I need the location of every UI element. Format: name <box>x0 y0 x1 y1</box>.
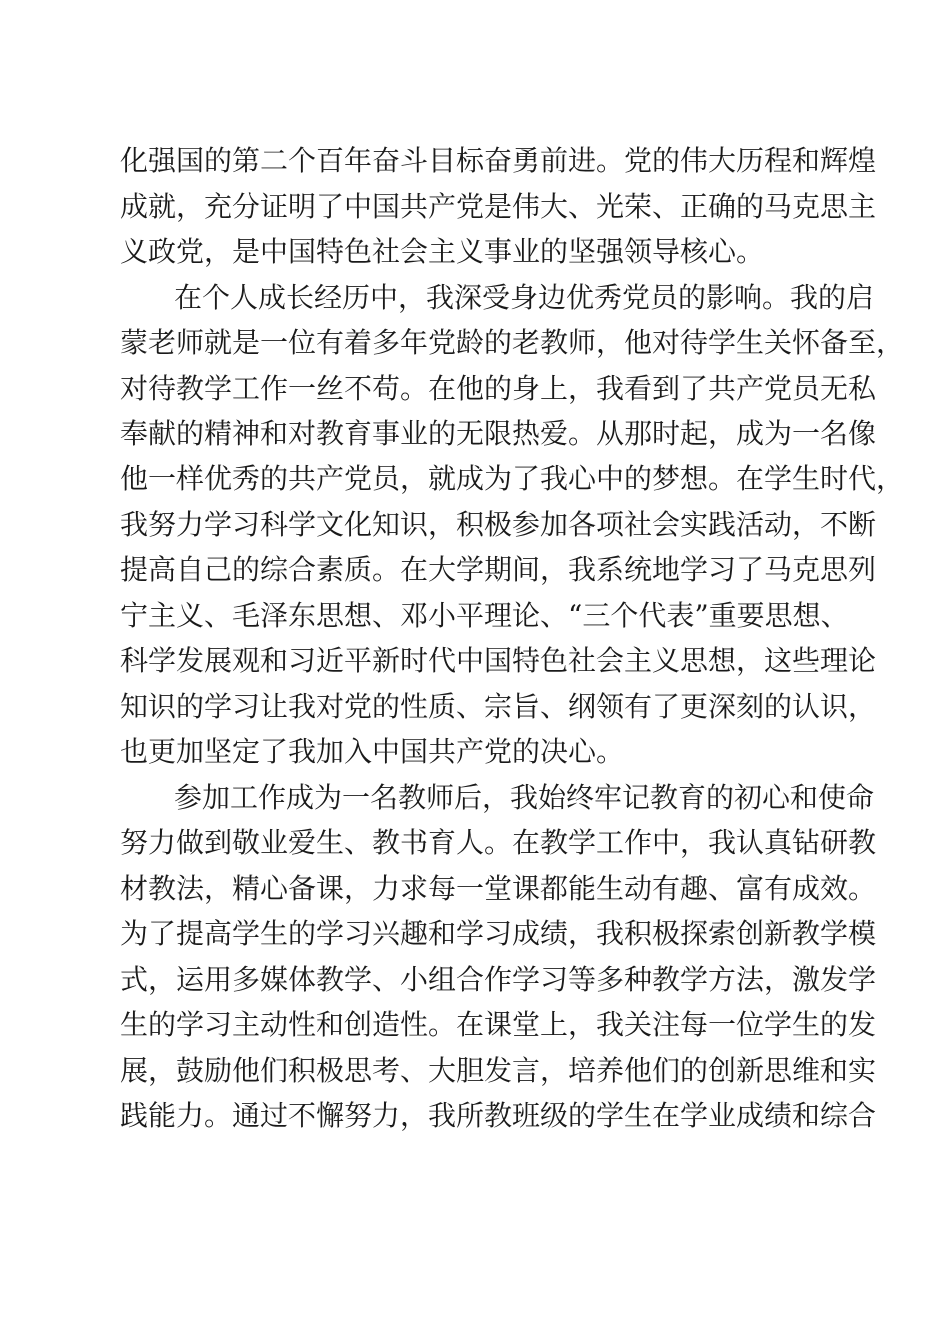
text-line: 化强国的第二个百年奋斗目标奋勇前进。党的伟大历程和辉煌 <box>120 144 877 177</box>
text-line: 也更加坚定了我加入中国共产党的决心。 <box>120 735 625 768</box>
text-line: 为了提高学生的学习兴趣和学习成绩，我积极探索创新教学模 <box>120 917 877 950</box>
text-line: 蒙老师就是一位有着多年党龄的老教师，他对待学生关怀备至， <box>120 326 905 359</box>
text-line: 材教法，精心备课，力求每一堂课都能生动有趣、富有成效。 <box>120 872 877 905</box>
text-line: 义政党，是中国特色社会主义事业的坚强领导核心。 <box>120 235 765 268</box>
text-line: 他一样优秀的共产党员，就成为了我心中的梦想。在学生时代， <box>120 462 905 495</box>
text-line: 成就，充分证明了中国共产党是伟大、光荣、正确的马克思主 <box>120 190 877 223</box>
text-line: 参加工作成为一名教师后，我始终牢记教育的初心和使命 <box>174 781 875 814</box>
text-line: 式，运用多媒体教学、小组合作学习等多种教学方法，激发学 <box>120 963 877 996</box>
text-line: 科学发展观和习近平新时代中国特色社会主义思想，这些理论 <box>120 644 877 677</box>
text-line: 努力做到敬业爱生、教书育人。在教学工作中，我认真钻研教 <box>120 826 877 859</box>
text-line: 在个人成长经历中，我深受身边优秀党员的影响。我的启 <box>174 281 875 314</box>
text-line: 知识的学习让我对党的性质、宗旨、纲领有了更深刻的认识， <box>120 690 877 723</box>
text-line: 奉献的精神和对教育事业的无限热爱。从那时起，成为一名像 <box>120 417 877 450</box>
text-line: 我努力学习科学文化知识，积极参加各项社会实践活动，不断 <box>120 508 877 541</box>
text-line: 践能力。通过不懈努力，我所教班级的学生在学业成绩和综合 <box>120 1099 877 1132</box>
text-line: 对待教学工作一丝不苟。在他的身上，我看到了共产党员无私 <box>120 372 877 405</box>
text-line: 提高自己的综合素质。在大学期间，我系统地学习了马克思列 <box>120 553 877 586</box>
text-line: 展，鼓励他们积极思考、大胆发言，培养他们的创新思维和实 <box>120 1054 877 1087</box>
text-line: 宁主义、毛泽东思想、邓小平理论、“三个代表”重要思想、 <box>120 599 849 632</box>
text-line: 生的学习主动性和创造性。在课堂上，我关注每一位学生的发 <box>120 1008 877 1041</box>
